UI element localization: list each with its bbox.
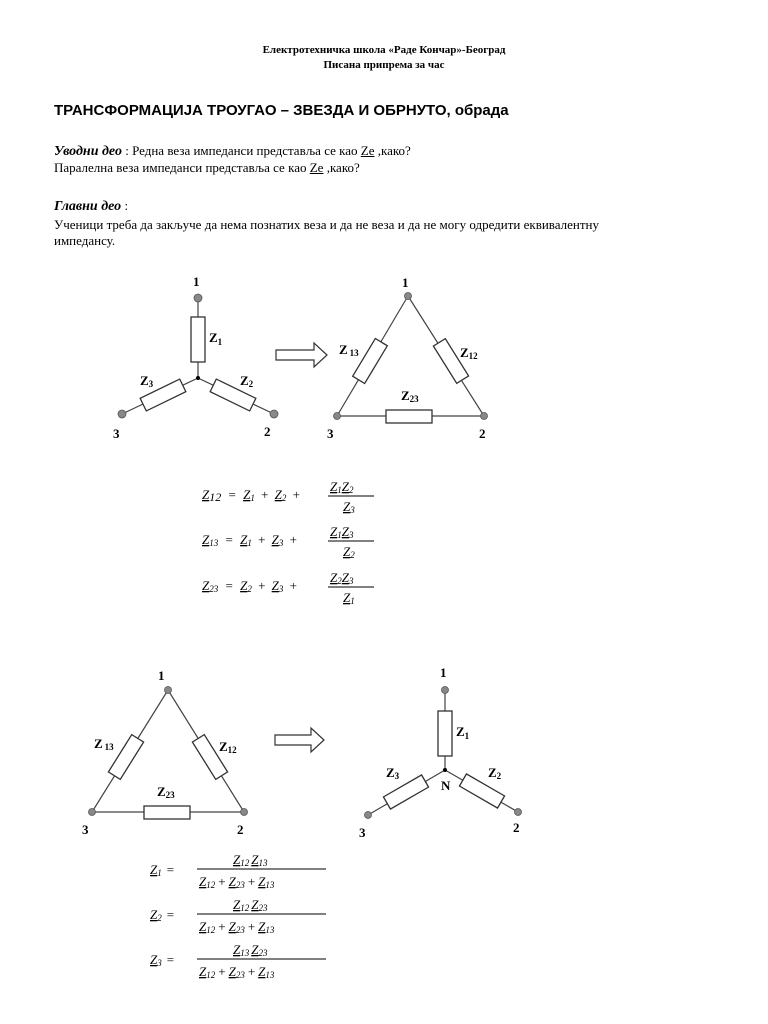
label-z1: $Z_1$ [209, 330, 223, 347]
terminal-1 [165, 687, 172, 694]
svg-text:Z1Z2: Z1Z2 [330, 479, 354, 495]
star-diagram-1 [113, 274, 278, 441]
triangle-diagram-2 [82, 668, 248, 837]
ze-symbol: Ze [309, 160, 324, 175]
label-z12: Z12 [460, 345, 478, 361]
svg-text:Z1: Z1 [343, 590, 355, 606]
svg-text:Z2: Z2 [343, 544, 355, 560]
terminal-3 [365, 812, 372, 819]
ze-symbol: Ze [360, 143, 375, 158]
resistor-z23 [386, 410, 432, 423]
label-node-3: 3 [359, 825, 366, 840]
label-z23: Z23 [157, 784, 175, 800]
eq-z13: Z13 = Z1 + Z3 + [202, 532, 297, 548]
label-node-1: 1 [440, 665, 447, 680]
label-node-n: N [441, 778, 451, 793]
arrow-right-icon [276, 343, 327, 367]
lesson-prep-header: Писана припрема за час [323, 59, 445, 71]
label-node-2: 2 [237, 822, 244, 837]
label-node-3: 3 [327, 426, 334, 441]
svg-text:Z2Z3: Z2Z3 [330, 570, 354, 586]
svg-text:Z12Z23: Z12 Z23 [233, 897, 268, 913]
label-node-1: 1 [402, 275, 409, 290]
terminal-2 [481, 413, 488, 420]
star-diagram-2 [359, 665, 522, 840]
center-node [196, 376, 200, 380]
eq-z2: Z2 = [150, 907, 175, 923]
resistor-z1 [438, 711, 452, 756]
label-node-3: 3 [113, 426, 120, 441]
label-node-2: 2 [264, 424, 271, 439]
label-node-1: 1 [158, 668, 165, 683]
label-z13: Z 13 [94, 736, 114, 752]
triangle-diagram-1 [327, 275, 488, 441]
svg-text:Z12Z13: Z12 Z13 [233, 852, 268, 868]
svg-text:Z1Z3: Z1Z3 [330, 524, 354, 540]
page-title: ТРАНСФОРМАЦИЈА ТРОУГАО – ЗВЕЗДА И ОБРНУТО, обрада [54, 102, 509, 119]
resistor-z23 [144, 806, 190, 819]
label-z3: Z3 [386, 765, 400, 781]
center-node-n [443, 768, 447, 772]
svg-text:Z12+Z23+Z13: Z12 + Z23 + Z13 [199, 964, 275, 980]
terminal-1 [194, 294, 202, 302]
intro-line-2: Паралелна веза импеданси представља се као Ze ,како? [54, 160, 360, 175]
school-header: Електротехничка школа «Раде Кончар»-Београд [262, 44, 506, 56]
resistor-z3 [383, 775, 428, 809]
terminal-1 [405, 293, 412, 300]
terminal-3 [89, 809, 96, 816]
eq-z23: Z23 = Z2 + Z3 + [202, 578, 297, 594]
label-z3: Z3 [140, 373, 154, 389]
terminal-3 [118, 410, 126, 418]
main-heading: Главни део [54, 199, 122, 214]
svg-text:Z13Z23: Z13 Z23 [233, 942, 268, 958]
label-z12: Z12 [219, 739, 237, 755]
label-node-2: 2 [513, 820, 520, 835]
terminal-2 [515, 809, 522, 816]
arrow-right-icon [275, 728, 324, 752]
label-z2: Z2 [488, 765, 502, 781]
main-line-1: Ученици треба да закључе да нема познатих веза и да не веза и да не могу одредити еквивалентну [54, 217, 600, 232]
label-node-1: 1 [193, 274, 200, 289]
terminal-3 [334, 413, 341, 420]
eq-z3: Z3 = [150, 952, 175, 968]
intro-line-1: Уводни део : Редна веза импеданси представља се као Ze ,како? [54, 143, 411, 159]
main-line-2: импедансу. [54, 233, 116, 248]
terminal-1 [442, 687, 449, 694]
eq-z12: Z12 = Z1 + Z2 + [202, 487, 300, 504]
intro-heading: Уводни део [54, 144, 122, 159]
equations-delta-to-star [150, 852, 326, 980]
svg-text:Z12+Z23+Z13: Z12 + Z23 + Z13 [199, 919, 275, 935]
terminal-2 [270, 410, 278, 418]
svg-text:Z3: Z3 [343, 499, 355, 515]
resistor-z1 [191, 317, 205, 362]
label-z13: Z 13 [339, 342, 359, 358]
label-node-3: 3 [82, 822, 89, 837]
svg-text:Z12+Z23+Z13: Z12 + Z23 + Z13 [199, 874, 275, 890]
label-z23: Z23 [401, 388, 419, 404]
eq-z1: Z1 = [150, 862, 175, 878]
terminal-2 [241, 809, 248, 816]
resistor-z13 [108, 735, 143, 780]
label-z1: $Z_1$ [456, 724, 470, 741]
label-z2: Z2 [240, 373, 254, 389]
resistor-z13 [353, 339, 388, 384]
label-node-2: 2 [479, 426, 486, 441]
equations-star-to-delta [202, 479, 374, 606]
main-heading-row: Главни део : [54, 198, 129, 214]
